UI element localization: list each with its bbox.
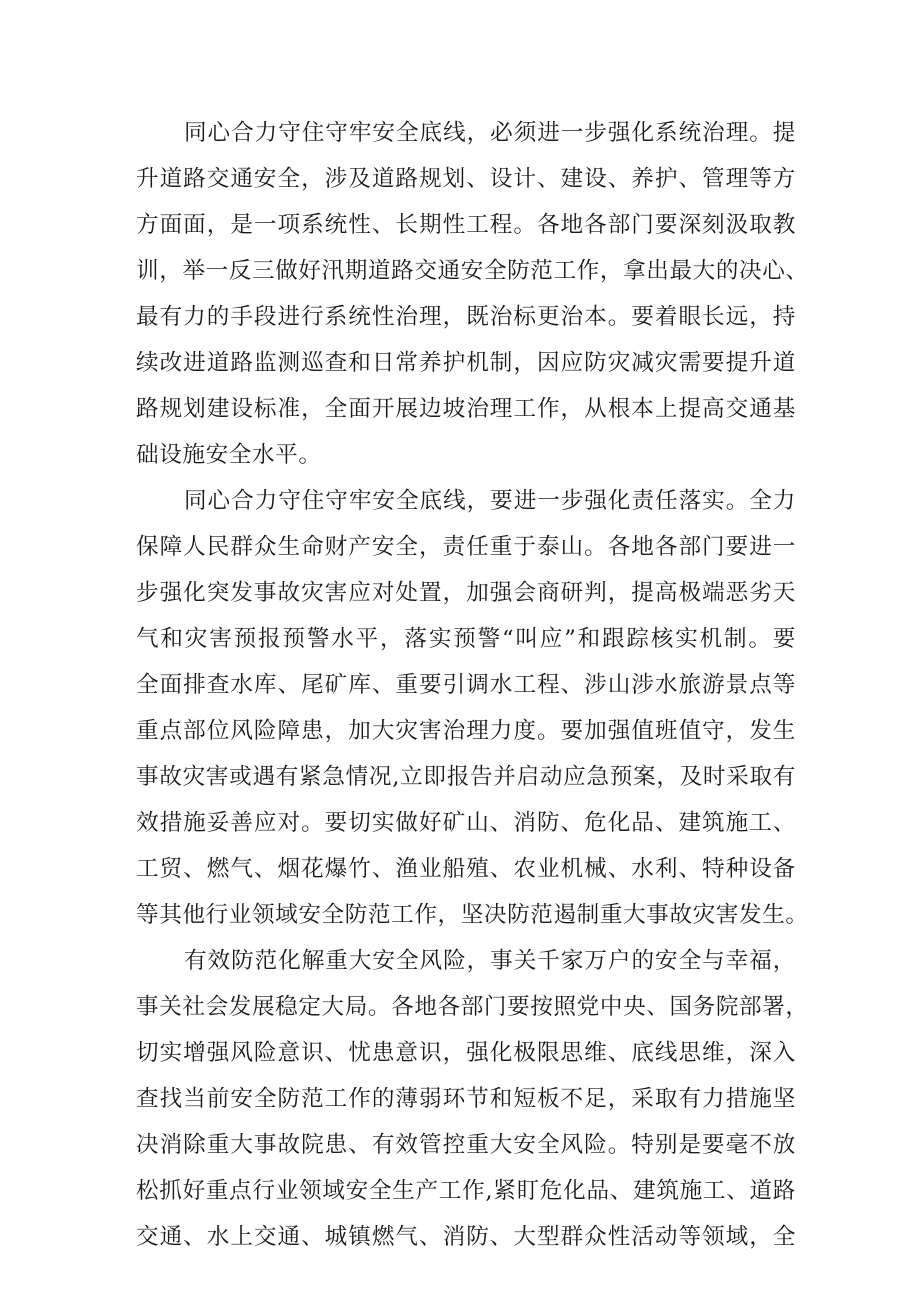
text-line: 础设施安全水平。 <box>136 442 322 468</box>
text-line: 最有力的手段进行系统性治理，既治标更治本。要着眼长远，持 <box>136 304 796 330</box>
text-line: 查找当前安全防范工作的薄弱环节和短板不足，采取有力措施坚 <box>136 1086 796 1112</box>
text-line: 同心合力守住守牢安全底线，必须进一步强化系统治理。提 <box>184 120 796 146</box>
text-line: 全面排查水库、尾矿库、重要引调水工程、涉山涉水旅游景点等 <box>136 672 796 698</box>
text-line: 保障人民群众生命财产安全，责任重于泰山。各地各部门要进一 <box>136 534 796 560</box>
text-line: 等其他行业领域安全防范工作，坚决防范遏制重大事故灾害发生。 <box>136 902 809 928</box>
text-line: 路规划建设标准，全面开展边坡治理工作，从根本上提高交通基 <box>136 396 796 422</box>
text-line: 决消除重大事故院患、有效管控重大安全风险。特别是要毫不放 <box>136 1132 796 1158</box>
text-line: 气和灾害预报预警水平，落实预警“叫应”和跟踪核实机制。要 <box>136 626 796 652</box>
text-line: 切实增强风险意识、忧患意识，强化极限思维、底线思维，深入 <box>136 1040 796 1066</box>
text-line: 松抓好重点行业领域安全生产工作,紧盯危化品、建筑施工、道路 <box>136 1178 796 1204</box>
text-line: 工贸、燃气、烟花爆竹、渔业船殖、农业机械、水利、特种设备 <box>136 856 796 882</box>
text-line: 事故灾害或遇有紧急情况,立即报告并启动应急预案，及时采取有 <box>136 764 796 790</box>
text-line: 交通、水上交通、城镇燃气、消防、大型群众性活动等领域，全 <box>136 1224 796 1250</box>
text-line: 事关社会发展稳定大局。各地各部门要按照党中央、国务院部署， <box>136 994 809 1020</box>
text-line: 同心合力守住守牢安全底线，要进一步强化责任落实。全力 <box>184 488 796 514</box>
text-line: 步强化突发事故灾害应对处置，加强会商研判，提高极端恶劣天 <box>136 580 796 606</box>
text-line: 续改进道路监测巡查和日常养护机制，因应防灾减灾需要提升道 <box>136 350 796 376</box>
text-line: 训，举一反三做好汛期道路交通安全防范工作，拿出最大的决心、 <box>136 258 809 284</box>
text-line: 重点部位风险障患，加大灾害治理力度。要加强值班值守，发生 <box>136 718 796 744</box>
text-line: 有效防范化解重大安全风险，事关千家万户的安全与幸福， <box>184 948 796 974</box>
text-line: 方面面，是一项系统性、长期性工程。各地各部门要深刻汲取教 <box>136 212 796 238</box>
text-line: 效措施妥善应对。要切实做好矿山、消防、危化品、建筑施工、 <box>136 810 796 836</box>
text-line: 升道路交通安全，涉及道路规划、设计、建设、养护、管理等方 <box>136 166 796 192</box>
